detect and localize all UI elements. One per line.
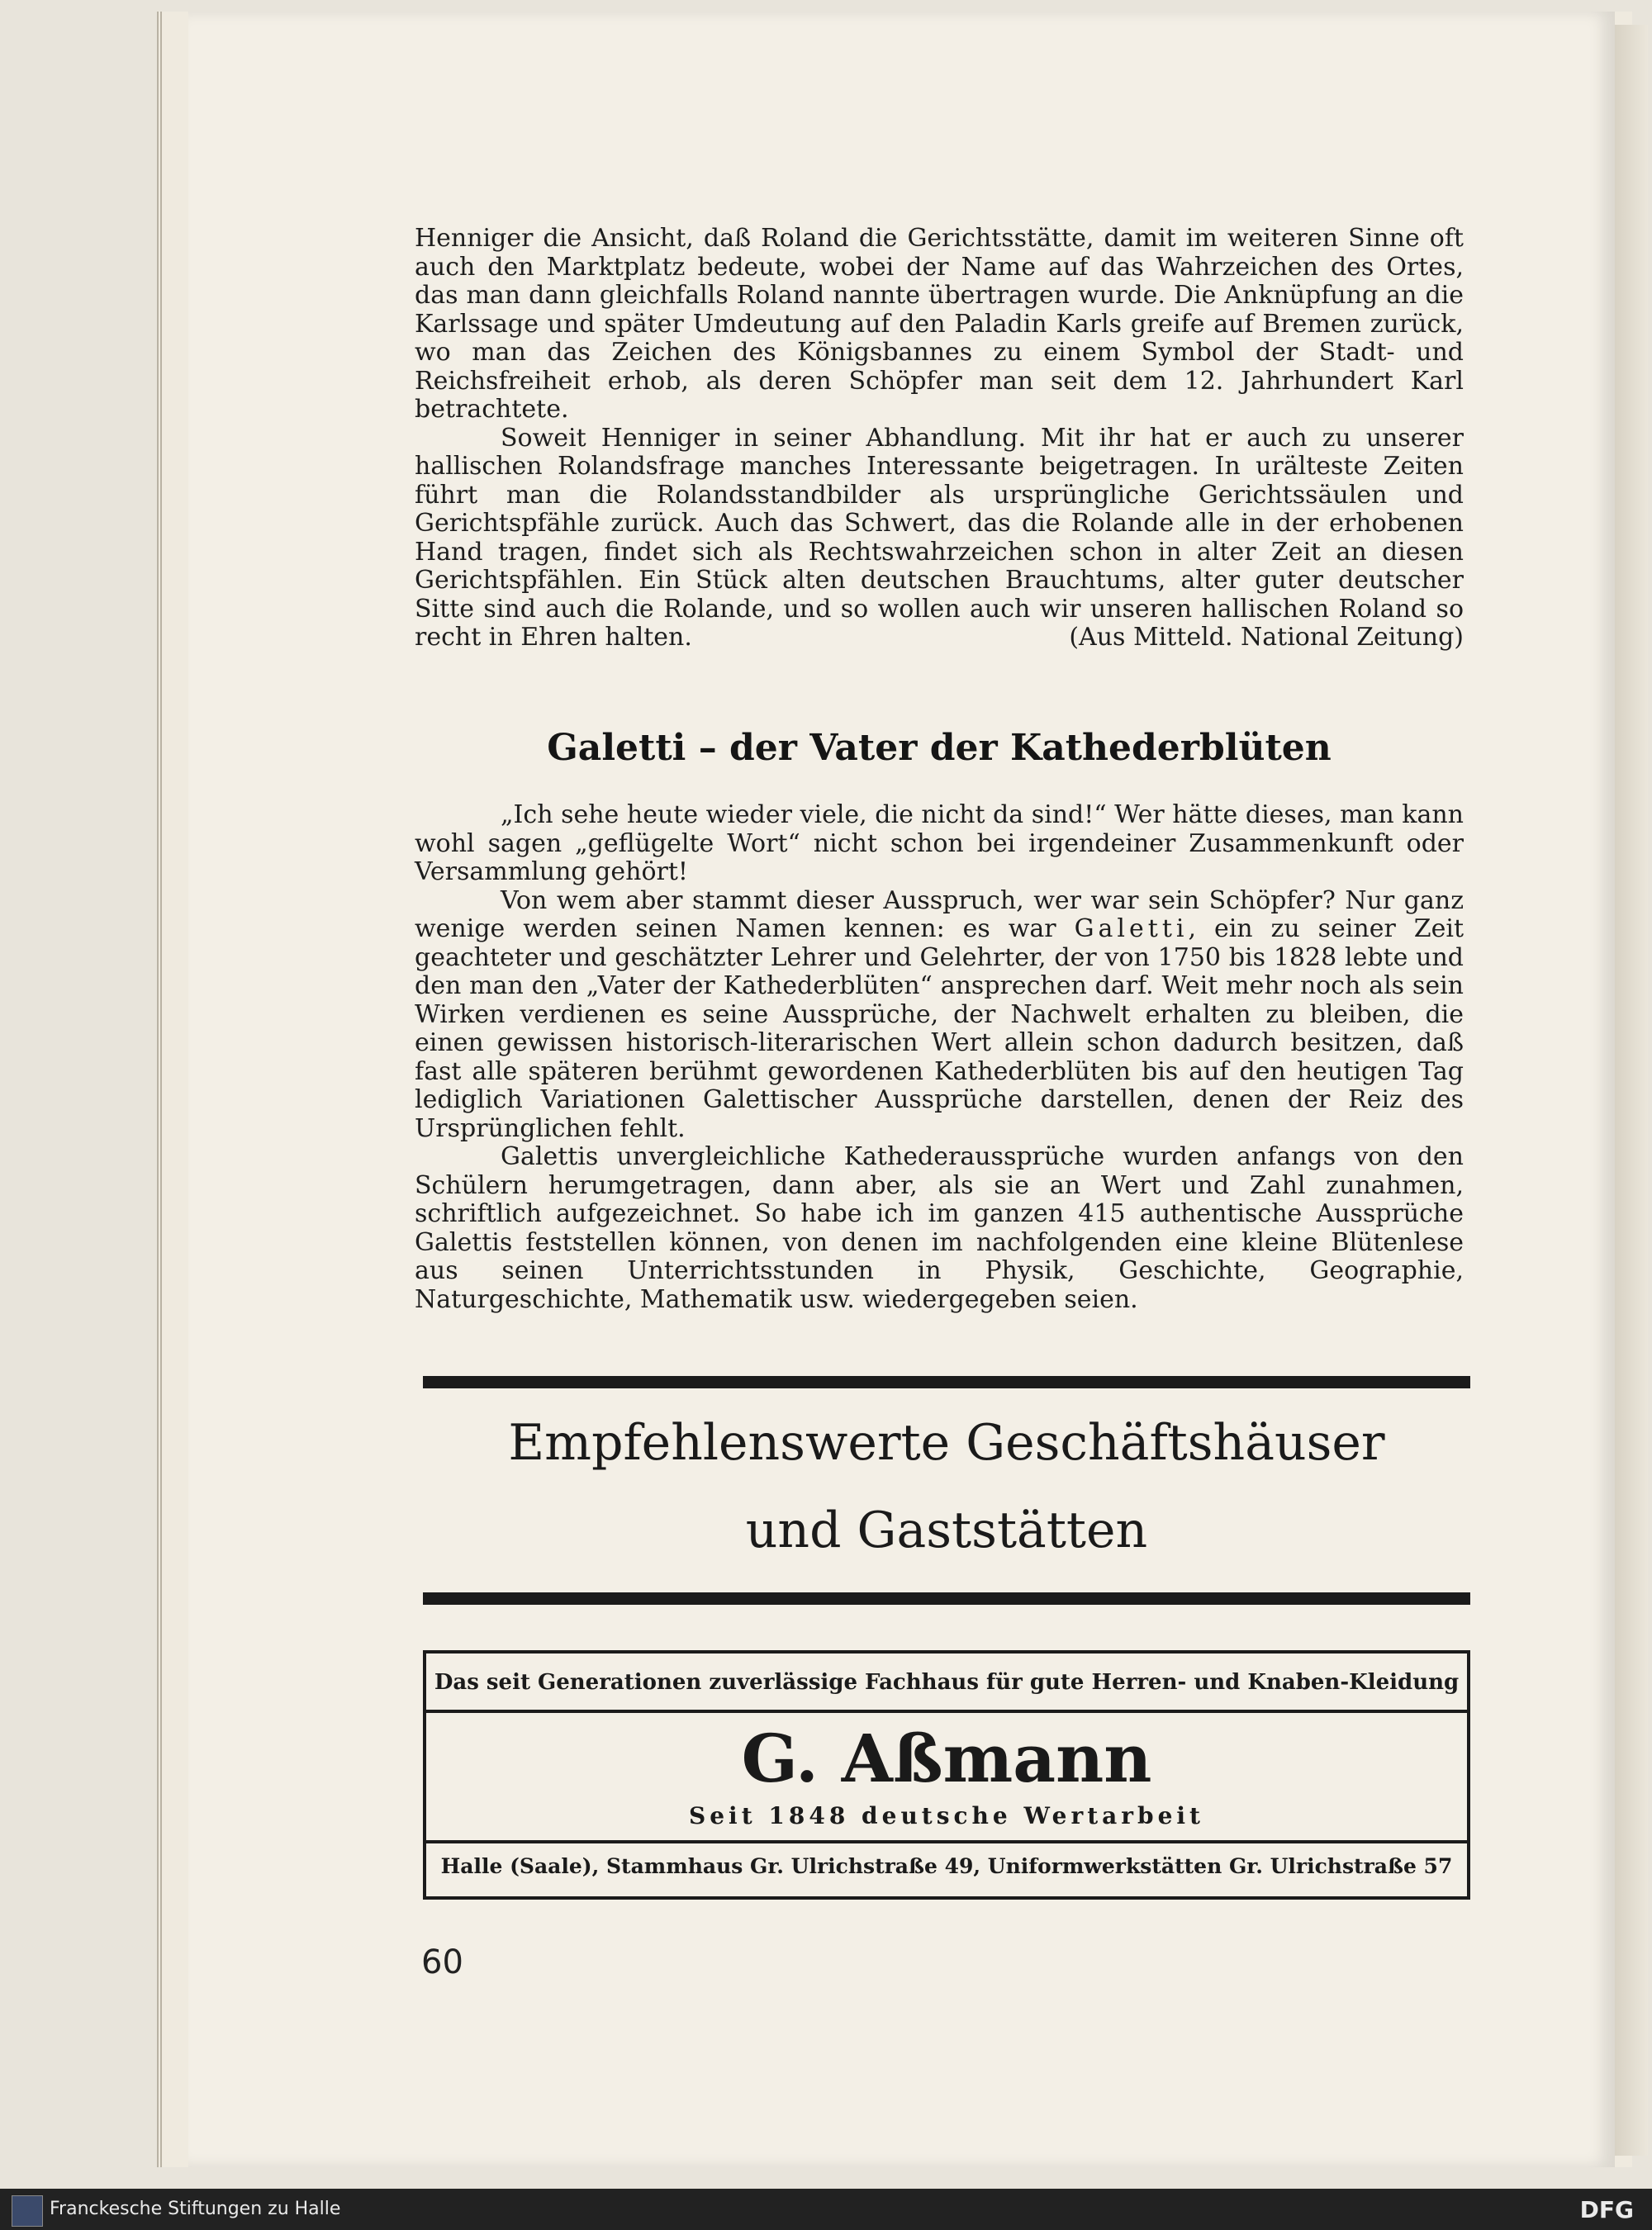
institution-name: Franckesche Stiftungen zu Halle [50,2199,341,2219]
paragraph [415,425,1464,652]
paragraph [415,887,1464,1144]
ads-heading-line2: und Gaststätten [745,1502,1148,1559]
person-name: Galetti [1074,914,1189,943]
ad-divider [426,1840,1467,1843]
ad-divider [426,1710,1467,1713]
paragraph: „Ich sehe heute wieder viele, die nicht da sind!“ Wer hätte dieses, man kann wohl sagen „geflügelte Wort“ nicht schon bei irgendeiner Zusammenkunft oder Versammlung gehört! [415,800,1464,886]
page-number: 60 [421,1943,463,1981]
ads-heading-line1: Empfehlenswerte Geschäftshäuser [508,1414,1385,1472]
paragraph-text: , ein zu seiner Zeit geachteter und geschätzter Lehrer und Gelehrter, der von 1750 bis 1828 lebte und den man den „Vater der Kathederblüten“ ansprechen darf. Weit mehr noch als sein Wirken verdienen es seine Aussprüche, der Nachwelt erhalten zu bleiben, die einen gewissen historisch-literarischen Wert allein schon dadurch besitzen, daß fast alle späteren berühmt gewordenen Kathederblüten bis auf den heutigen Tag lediglich Variationen Galettischer Aussprüche darstellen, denen der Reiz des Ursprünglichen fehlt. [415,914,1464,1143]
article-roland [415,225,1464,652]
ad-tagline: Das seit Generationen zuverlässige Fachhaus für gute Herren- und Knaben-Kleidung [434,1670,1460,1695]
ad-company-name: G. Aßmann [741,1720,1152,1797]
viewer-footer [0,2189,1652,2230]
dfg-logo: DFG [1579,2196,1634,2223]
source-citation: (Aus Mitteld. National Zeitung) [1069,623,1464,652]
advertisement-box [423,1650,1470,1900]
article-heading: Galetti – der Vater der Kathederblüten [547,727,1332,769]
divider-rule [423,1592,1470,1605]
paragraph: Henniger die Ansicht, daß Roland die Gerichtsstätte, damit im weiteren Sinne oft auch den Marktplatz bedeute, wobei der Name auf das Wahrzeichen des Ortes, das man dann gleichfalls Roland nannte übertragen wurde. Die Anknüpfung an die Karlssage und später Umdeutung auf den Paladin Karls greife auf Bremen zurück, wo man das Zeichen des Königsbannes zu einem Symbol der Stadt- und Reichsfreiheit erhob, als deren Schöpfer man seit dem 12. Jahrhundert Karl betrachtete. [415,224,1464,424]
article-galetti [415,801,1464,1314]
paragraph-text: Von wem aber stammt dieser Ausspruch, wer war sein Schöpfer? Nur ganz wenige werden seinen Namen kennen: es war [415,885,1464,943]
ad-since: Seit 1848 deutsche Wertarbeit [689,1802,1204,1829]
paragraph: Galettis unvergleichliche Kathederaussprüche wurden anfangs von den Schülern herumgetragen, dann aber, als sie an Wert und Zahl zunahmen, schriftlich aufgezeichnet. So habe ich im ganzen 415 authentische Aussprüche Galettis feststellen können, von denen im nachfolgenden eine kleine Blütenlese aus seinen Unterrichtsstunden in Physik, Geschichte, Geographie, Naturgeschichte, Mathematik usw. wiedergegeben seien. [415,1142,1464,1314]
divider-rule [423,1376,1470,1388]
paragraph-text: Soweit Henniger in seiner Abhandlung. Mit ihr hat er auch zu unserer hallischen Rolandsfrage manches Interessante beigetragen. In urälteste Zeiten führt man die Rolandsstandbilder als ursprüngliche Gerichtssäulen und Gerichtspfähle zurück. Auch das Schwert, das die Rolande alle in der erhobenen Hand tragen, findet sich als Rechtswahrzeichen schon in alter Zeit an diesen Gerichtspfählen. Ein Stück alten deutschen Brauchtums, alter guter deutscher Sitte sind auch die Rolande, und so wollen auch wir unseren hallischen Roland so recht in Ehren halten. [415,423,1464,652]
facing-page-edge [1615,25,1648,2156]
institution-logo-icon [12,2195,43,2227]
ad-address: Halle (Saale), Stammhaus Gr. Ulrichstraße 49, Uniformwerkstätten Gr. Ulrichstraße 57 [440,1854,1453,1878]
